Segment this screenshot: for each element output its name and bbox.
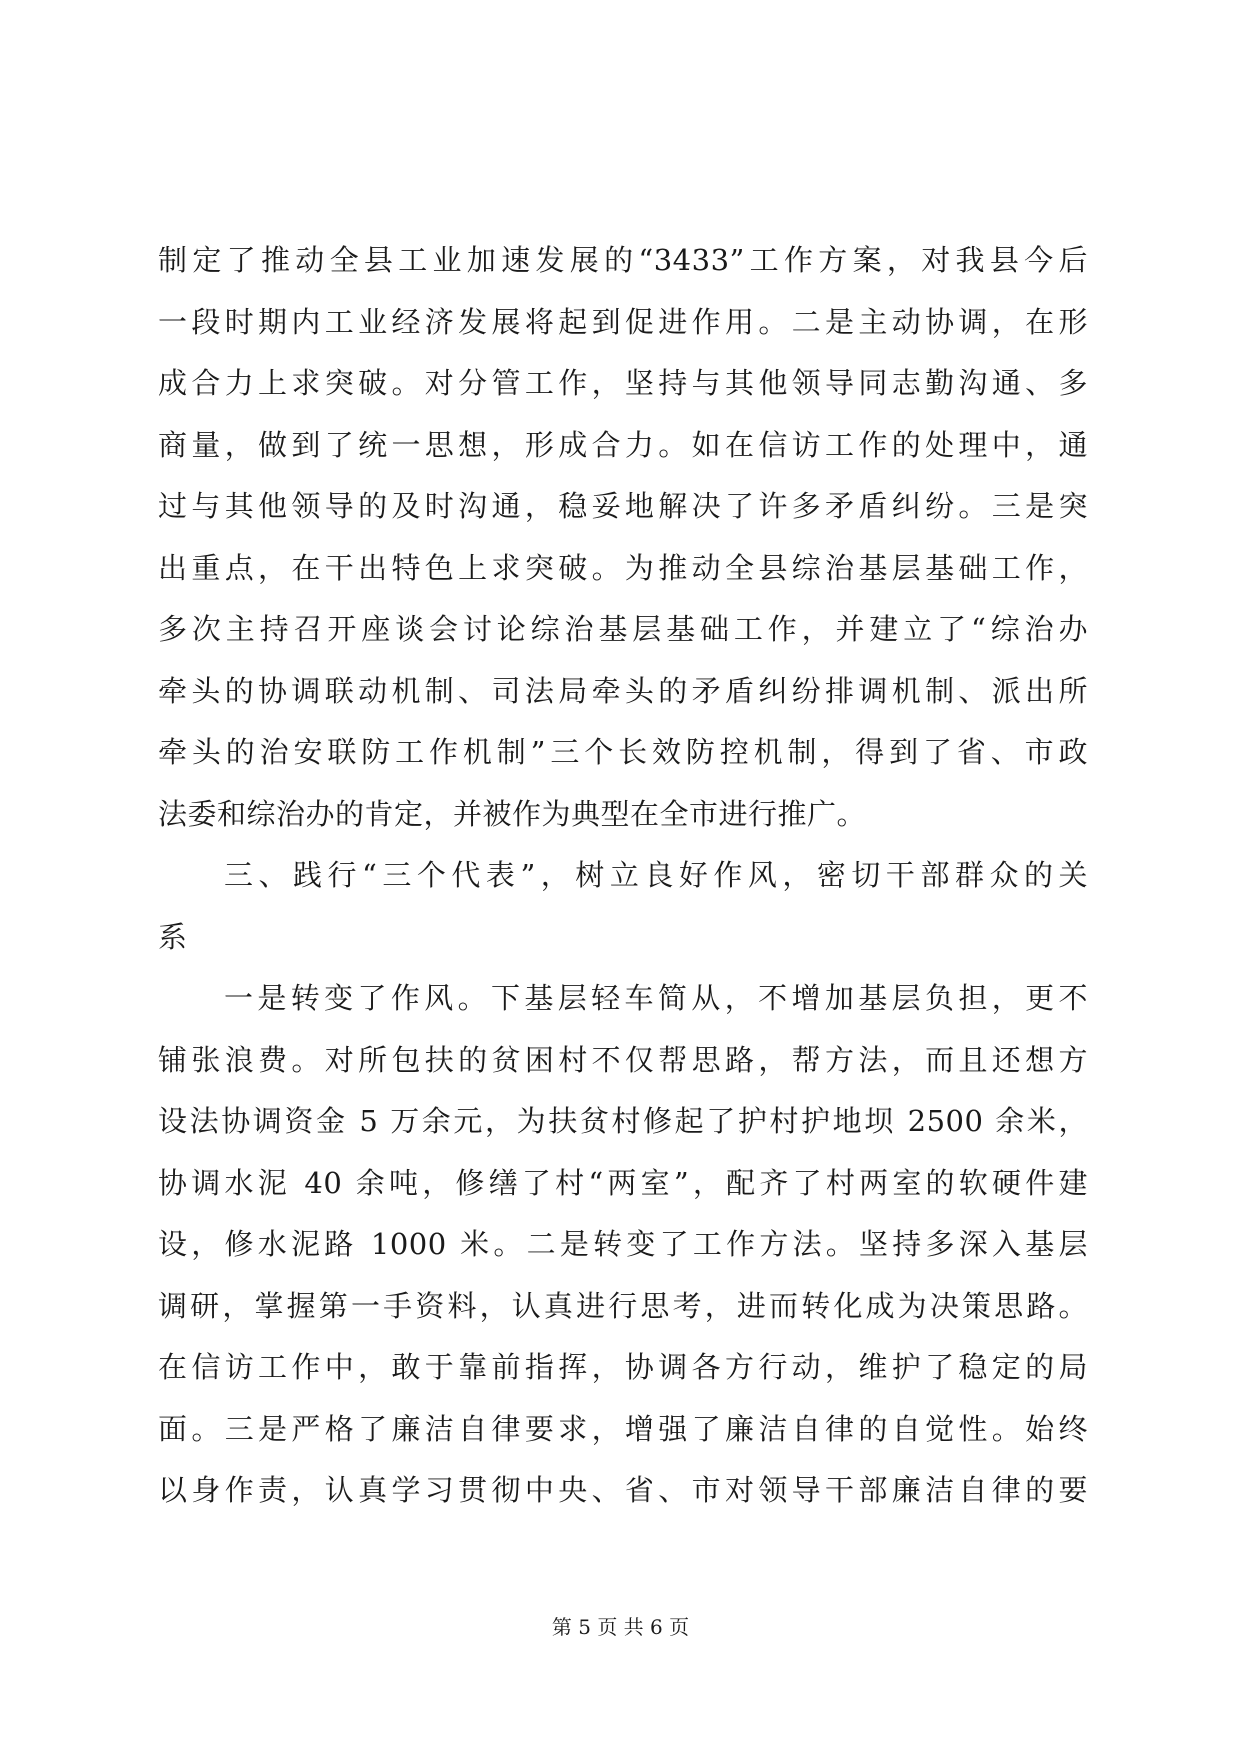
- page-footer: 第 5 页 共 6 页: [551, 1615, 690, 1639]
- text-line: 一是转变了作风。下基层轻车简从，不增加基层负担，更不: [224, 981, 1088, 1015]
- text-line: 设，修水泥路 1000 米。二是转变了工作方法。坚持多深入基层: [158, 1227, 1088, 1261]
- text-line: 牵头的协调联动机制、司法局牵头的矛盾纠纷排调机制、派出所: [158, 673, 1088, 708]
- text-line: 铺张浪费。对所包扶的贫困村不仅帮思路，帮方法，而且还想方: [158, 1042, 1088, 1077]
- body-text: [158, 230, 1088, 1522]
- text-line: 过与其他领导的及时沟通，稳妥地解决了许多矛盾纠纷。三是突: [158, 489, 1088, 523]
- text-line: 在信访工作中，敢于靠前指挥，协调各方行动，维护了稳定的局: [158, 1350, 1088, 1384]
- text-line: 法委和综治办的肯定，并被作为典型在全市进行推广。: [158, 796, 867, 831]
- text-line: 多次主持召开座谈会讨论综治基层基础工作，并建立了“综治办: [158, 612, 1088, 646]
- text-line: 以身作责，认真学习贯彻中央、省、市对领导干部廉洁自律的要: [158, 1473, 1088, 1507]
- text-line: 牵头的治安联防工作机制”三个长效防控机制，得到了省、市政: [158, 735, 1088, 769]
- text-line: 一段时期内工业经济发展将起到促进作用。二是主动协调，在形: [158, 304, 1088, 339]
- text-line: 出重点，在干出特色上求突破。为推动全县综治基层基础工作，: [158, 550, 1088, 585]
- text-line: 三、践行“三个代表”，树立良好作风，密切干部群众的关: [224, 858, 1088, 892]
- text-line: 系: [158, 919, 188, 954]
- text-line: 协调水泥 40 余吨，修缮了村“两室”，配齐了村两室的软硬件建: [158, 1165, 1088, 1200]
- text-line: 制定了推动全县工业加速发展的“3433”工作方案，对我县今后: [158, 243, 1088, 277]
- text-line: 面。三是严格了廉洁自律要求，增强了廉洁自律的自觉性。始终: [158, 1411, 1088, 1446]
- text-line: 成合力上求突破。对分管工作，坚持与其他领导同志勤沟通、多: [158, 366, 1088, 400]
- text-line: 设法协调资金 5 万余元，为扶贫村修起了护村护地坝 2500 余米，: [158, 1104, 1088, 1138]
- text-line: 调研，掌握第一手资料，认真进行思考，进而转化成为决策思路。: [158, 1288, 1088, 1323]
- text-line: 商量，做到了统一思想，形成合力。如在信访工作的处理中，通: [158, 427, 1088, 462]
